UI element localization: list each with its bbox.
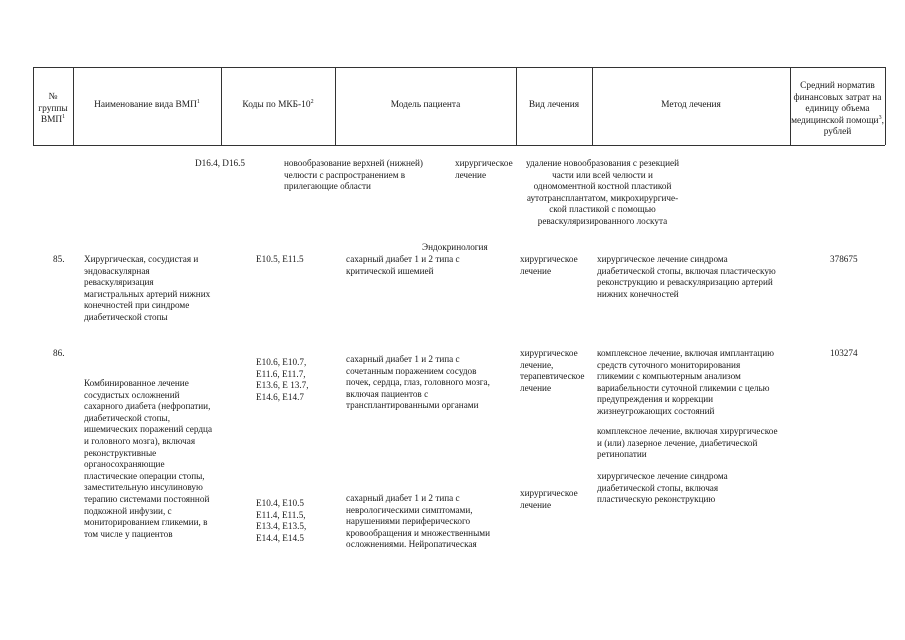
row-86-type-a: хирургическое лечение, терапевтическое лечение [520,348,585,393]
footnote-ref: 1 [196,99,200,105]
continuation-type: хирургическое лечение [455,158,513,180]
header-top-rule [33,67,885,68]
row-86-method-a1: комплексное лечение, включая имплантацию средств суточного мониторирования гликемии с компьютерным анализом вариабельности суточной гликемии с целью предупреждения и коррекции жизнеугрожающих состояний [597,348,775,416]
header-treatment-method [593,100,789,112]
row-85-type: хирургическое лечение [520,254,578,276]
row-85-cost: 378675 [830,254,858,264]
section-title: Эндокринология [422,242,488,252]
header-treatment-type-text: Вид лечения [528,100,580,110]
continuation-codes: D16.4, D16.5 [195,158,246,168]
row-86-cost: 103274 [830,348,858,358]
row-85-codes: E10.5, E11.5 [256,254,304,264]
footnote-ref: 2 [310,99,314,105]
row-85-number: 85. [53,254,65,264]
header-icd-codes [222,100,334,112]
row-86-codes-b: E10.4, E10.5 E11.4, E11.5, E13.4, E13.5, E14.4, E14.5 [256,498,307,543]
row-85-model: сахарный диабет 1 и 2 типа с критической ишемией [346,254,460,276]
row-86-codes-a: E10.6, E10.7, E11.6, E11.7, E13.6, E 13.7, E14.6, E14.7 [256,357,309,402]
row-85-vmp-name: Хирургическая, сосудистая и эндоваскулярная реваскуляризация магистральных артерий нижних конечностей при синдроме диабетической стопы [84,254,211,322]
continuation-model: новообразование верхней (нижней) челюсти с распространением в прилегающие области [284,158,423,192]
header-group-number [34,92,72,127]
row-86-method-a2: комплексное лечение, включая хирургическое и (или) лазерное лечение, диабетической ретинопатии [597,426,778,460]
header-treatment-method-text: Метод лечения [661,100,721,110]
row-86-model-a: сахарный диабет 1 и 2 типа с сочетанным поражением сосудов почек, сердца, глаз, головного мозга, включая пациентов с трансплантированными органами [346,354,490,411]
header-group-number-text: № группы ВМП [38,92,68,126]
header-vmp-name-text: Наименование вида ВМП [94,100,197,110]
row-86-number: 86. [53,348,65,358]
header-icd-codes-text: Коды по МКБ-10 [242,100,311,110]
header-treatment-type [517,100,591,112]
header-average-cost-text: Средний норматив финансовых затрат на единицу объема медицинской помощи [791,81,882,126]
row-85-method: хирургическое лечение синдрома диабетической стопы, включая пластическую реконструкцию и реваскуляризацию артерий нижних конечностей [597,254,776,299]
row-86-model-b: сахарный диабет 1 и 2 типа с неврологическими симптомами, нарушениями периферического кровообращения и множественными осложнениями. Нейропатическая [346,493,491,550]
header-vmp-name [74,100,220,112]
header-average-cost-unit: , рублей [823,115,884,138]
footnote-ref: 1 [62,114,66,121]
header-bottom-rule [33,145,885,146]
header-patient-model-text: Модель пациента [390,100,461,110]
header-col-divider [885,67,886,145]
header-average-cost [791,81,884,139]
row-86-type-b: хирургическое лечение [520,488,578,510]
row-86-vmp-name: Комбинированное лечение сосудистых осложнений сахарного диабета (нефропатии, диабетической стопы, ишемических поражений сердца и головного мозга), включая реконструктивные органосохраняющие пластические операции стопы, заместительную инсулиновую терапию системами постоянной подкожной инфузии, с мониторированием гликемии, в том числе у пациентов [84,378,213,539]
row-86-method-b: хирургическое лечение синдрома диабетической стопы, включая пластическую реконструкцию [597,471,728,505]
header-patient-model [336,100,515,112]
footnote-ref: 3 [878,114,882,121]
continuation-method: удаление новообразования с резекцией части или всей челюсти и одномоментной костной пластикой аутотрансплантатом, микрохирургиче- ской пластикой с помощью реваскуляризированного лоскута [526,158,680,226]
